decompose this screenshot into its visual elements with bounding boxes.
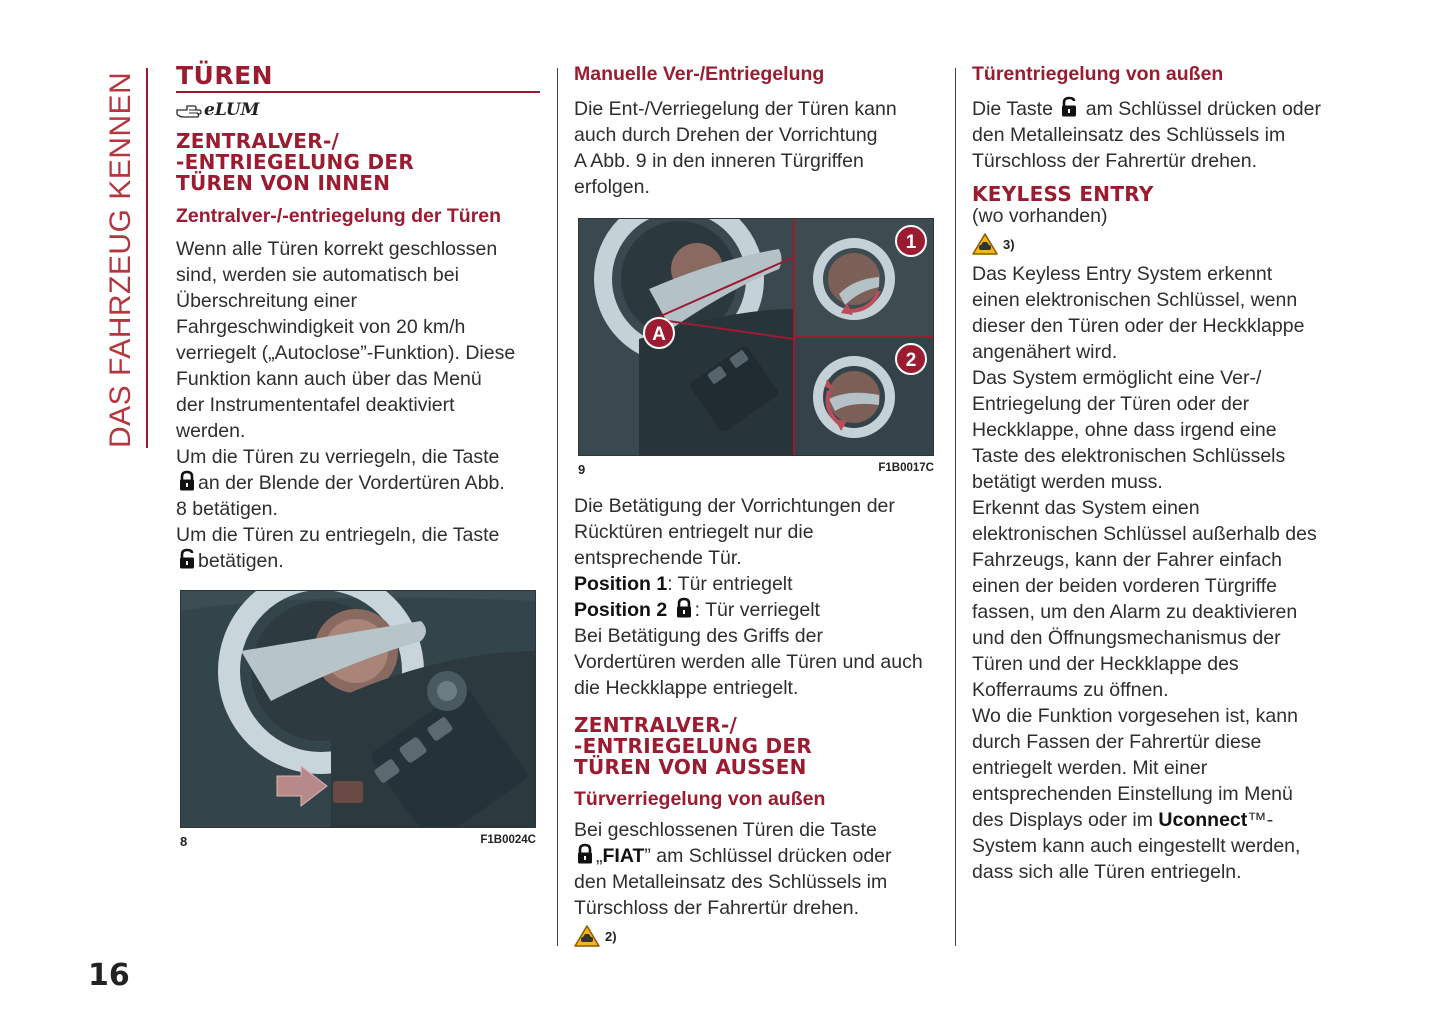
title-rule xyxy=(176,91,540,93)
figure-number: 8 xyxy=(180,834,188,849)
page-number: 16 xyxy=(88,958,130,993)
position-2-label: Position 2 xyxy=(574,599,668,621)
text-line: Das Keyless Entry System erkennt xyxy=(972,263,1273,285)
text-line xyxy=(176,548,540,574)
text-line: einen elektronischen Schlüssel, wenn xyxy=(972,289,1298,311)
figure-code: F1B0017C xyxy=(878,462,934,474)
warning-ref-text: 2) xyxy=(605,928,617,944)
callout-a: A xyxy=(652,324,666,345)
subheading: Zentralver-/-entriegelung der Türen xyxy=(176,205,502,227)
warning-car-icon xyxy=(972,233,998,255)
section-heading: -ENTRIEGELUNG DER xyxy=(574,734,813,758)
text-line: auch durch Drehen der Vorrichtung xyxy=(574,124,878,146)
section-heading: TÜREN VON AUSSEN xyxy=(574,755,807,779)
text-span: „ xyxy=(596,845,603,867)
text-line xyxy=(574,571,944,597)
text-line: Türen und der Heckklappe des xyxy=(972,653,1239,675)
column-3 xyxy=(972,62,1344,885)
text-line xyxy=(972,96,1344,122)
text-line: A Abb. 9 in den inneren Türgriffen xyxy=(574,150,864,172)
section-heading: -ENTRIEGELUNG DER xyxy=(176,150,415,174)
section-heading: ZENTRALVER-/ xyxy=(574,713,738,737)
text-line: Heckklappe, ohne dass irgend eine xyxy=(972,419,1277,441)
text-span: an der Blende der Vordertüren Abb. xyxy=(198,472,505,494)
text-line: verriegelt („Autoclose”-Funktion). Diese xyxy=(176,342,516,364)
text-line: Bei geschlossenen Türen die Taste xyxy=(574,819,877,841)
lock-closed-icon xyxy=(576,843,594,865)
text-line: Vordertüren werden alle Türen und auch xyxy=(574,651,923,673)
text-line: Die Betätigung der Vorrichtungen der xyxy=(574,495,895,517)
text-line: dass sich alle Türen entriegeln. xyxy=(972,861,1242,883)
text-line: entriegelt werden. Mit einer xyxy=(972,757,1208,779)
page-title: TÜREN xyxy=(176,61,274,90)
text-line: werden. xyxy=(176,420,246,442)
text-line xyxy=(176,470,540,496)
pointing-hand-icon xyxy=(176,100,202,120)
column-1 xyxy=(176,62,540,849)
warning-ref-text: 3) xyxy=(1003,236,1015,252)
text-span: Die Taste xyxy=(972,98,1053,120)
section-heading: TÜREN VON INNEN xyxy=(176,171,391,195)
column-2 xyxy=(574,62,944,947)
text-line: sind, werden sie automatisch bei xyxy=(176,264,459,286)
elum-label: eLUM xyxy=(204,100,260,120)
figure-number: 9 xyxy=(578,462,586,477)
text-line: entsprechenden Einstellung im Menü xyxy=(972,783,1293,805)
text-span: ” am Schlüssel drücken oder xyxy=(644,845,892,867)
keyless-paragraph xyxy=(972,261,1344,885)
callout-1: 1 xyxy=(905,232,917,253)
text-line: Das System ermöglicht eine Ver-/ xyxy=(972,367,1262,389)
figure-code: F1B0024C xyxy=(480,834,536,846)
text-line: Kofferraums zu öffnen. xyxy=(972,679,1169,701)
text-line xyxy=(574,597,944,623)
callout-2: 2 xyxy=(905,350,917,371)
text-line xyxy=(972,807,1344,833)
text-line: Entriegelung der Türen oder der xyxy=(972,393,1250,415)
chapter-title: DAS FAHRZEUG KENNEN xyxy=(104,71,137,448)
text-line: Um die Türen zu entriegeln, die Taste xyxy=(176,524,500,546)
column-divider xyxy=(955,68,956,946)
column-divider xyxy=(557,68,558,946)
text-line: Erkennt das System einen xyxy=(972,497,1200,519)
text-line: der Instrumententafel deaktiviert xyxy=(176,394,455,416)
text-line: einen der beiden vorderen Türgriffe xyxy=(972,575,1277,597)
text-line: Um die Türen zu verriegeln, die Taste xyxy=(176,446,500,468)
lock-closed-icon xyxy=(178,470,196,492)
text-line: Bei Betätigung des Griffs der xyxy=(574,625,823,647)
chapter-rule xyxy=(146,68,148,448)
text-line: Türschloss der Fahrertür drehen. xyxy=(972,150,1258,172)
text-line: Überschreitung einer xyxy=(176,290,358,312)
text-line: Taste des elektronischen Schlüssels xyxy=(972,445,1286,467)
text-line: Wo die Funktion vorgesehen ist, kann xyxy=(972,705,1298,727)
warning-reference xyxy=(972,233,1344,255)
lock-open-icon xyxy=(178,548,196,570)
warning-car-icon xyxy=(574,925,600,947)
text-line: fassen, um den Alarm zu deaktivieren xyxy=(972,601,1298,623)
text-span: : Tür verriegelt xyxy=(694,599,820,621)
subheading: Türentriegelung von außen xyxy=(972,63,1224,85)
lock-open-icon xyxy=(1060,96,1078,118)
text-line: dieser den Türen oder der Heckklappe xyxy=(972,315,1305,337)
text-line: angenähert wird. xyxy=(972,341,1118,363)
text-line: Die Ent-/Verriegelung der Türen kann xyxy=(574,98,897,120)
text-line: den Metalleinsatz des Schlüssels im xyxy=(972,124,1286,146)
text-line: System kann auch eingestellt werden, xyxy=(972,835,1301,857)
elum-badge xyxy=(176,97,540,123)
paragraph xyxy=(176,236,540,574)
text-span: des Displays oder im xyxy=(972,809,1153,831)
subheading: Türverriegelung von außen xyxy=(574,788,826,810)
text-span: am Schlüssel drücken oder xyxy=(1085,98,1321,120)
section-heading: KEYLESS ENTRY xyxy=(972,182,1154,206)
text-line: und den Öffnungsmechanismus der xyxy=(972,627,1281,649)
text-line: 8 betätigen. xyxy=(176,498,278,520)
fiat-label: FIAT xyxy=(602,845,645,867)
text-line: erfolgen. xyxy=(574,176,650,198)
availability-note: (wo vorhanden) xyxy=(972,205,1108,227)
text-span: betätigen. xyxy=(198,550,284,572)
text-line: Fahrzeugs, kann der Fahrer einfach xyxy=(972,549,1283,571)
text-line: entsprechende Tür. xyxy=(574,547,742,569)
text-line: Funktion kann auch über das Menü xyxy=(176,368,482,390)
door-lock-illustration xyxy=(579,219,934,455)
door-handle-illustration xyxy=(181,591,536,827)
warning-reference xyxy=(574,925,944,947)
text-line: betätigt werden muss. xyxy=(972,471,1163,493)
text-line: elektronischen Schlüssel außerhalb des xyxy=(972,523,1317,545)
text-line: den Metalleinsatz des Schlüssels im xyxy=(574,871,888,893)
lock-closed-icon xyxy=(675,597,693,619)
subheading: Manuelle Ver-/Entriegelung xyxy=(574,63,825,85)
text-line: Rücktüren entriegelt nur die xyxy=(574,521,814,543)
text-line: Wenn alle Türen korrekt geschlossen xyxy=(176,238,498,260)
figure-8-image xyxy=(180,590,536,828)
figure-9-image xyxy=(578,218,934,456)
text-line: die Heckklappe entriegelt. xyxy=(574,677,799,699)
text-line: Fahrgeschwindigkeit von 20 km/h xyxy=(176,316,466,338)
section-heading: ZENTRALVER-/ xyxy=(176,129,340,153)
text-line xyxy=(574,843,944,869)
text-line: durch Fassen der Fahrertür diese xyxy=(972,731,1262,753)
text-line: Türschloss der Fahrertür drehen. xyxy=(574,897,860,919)
text-span: ™- xyxy=(1247,809,1274,831)
uconnect-label: Uconnect xyxy=(1158,809,1248,831)
position-1-label: Position 1 xyxy=(574,573,668,595)
text-span: : Tür entriegelt xyxy=(667,573,793,595)
